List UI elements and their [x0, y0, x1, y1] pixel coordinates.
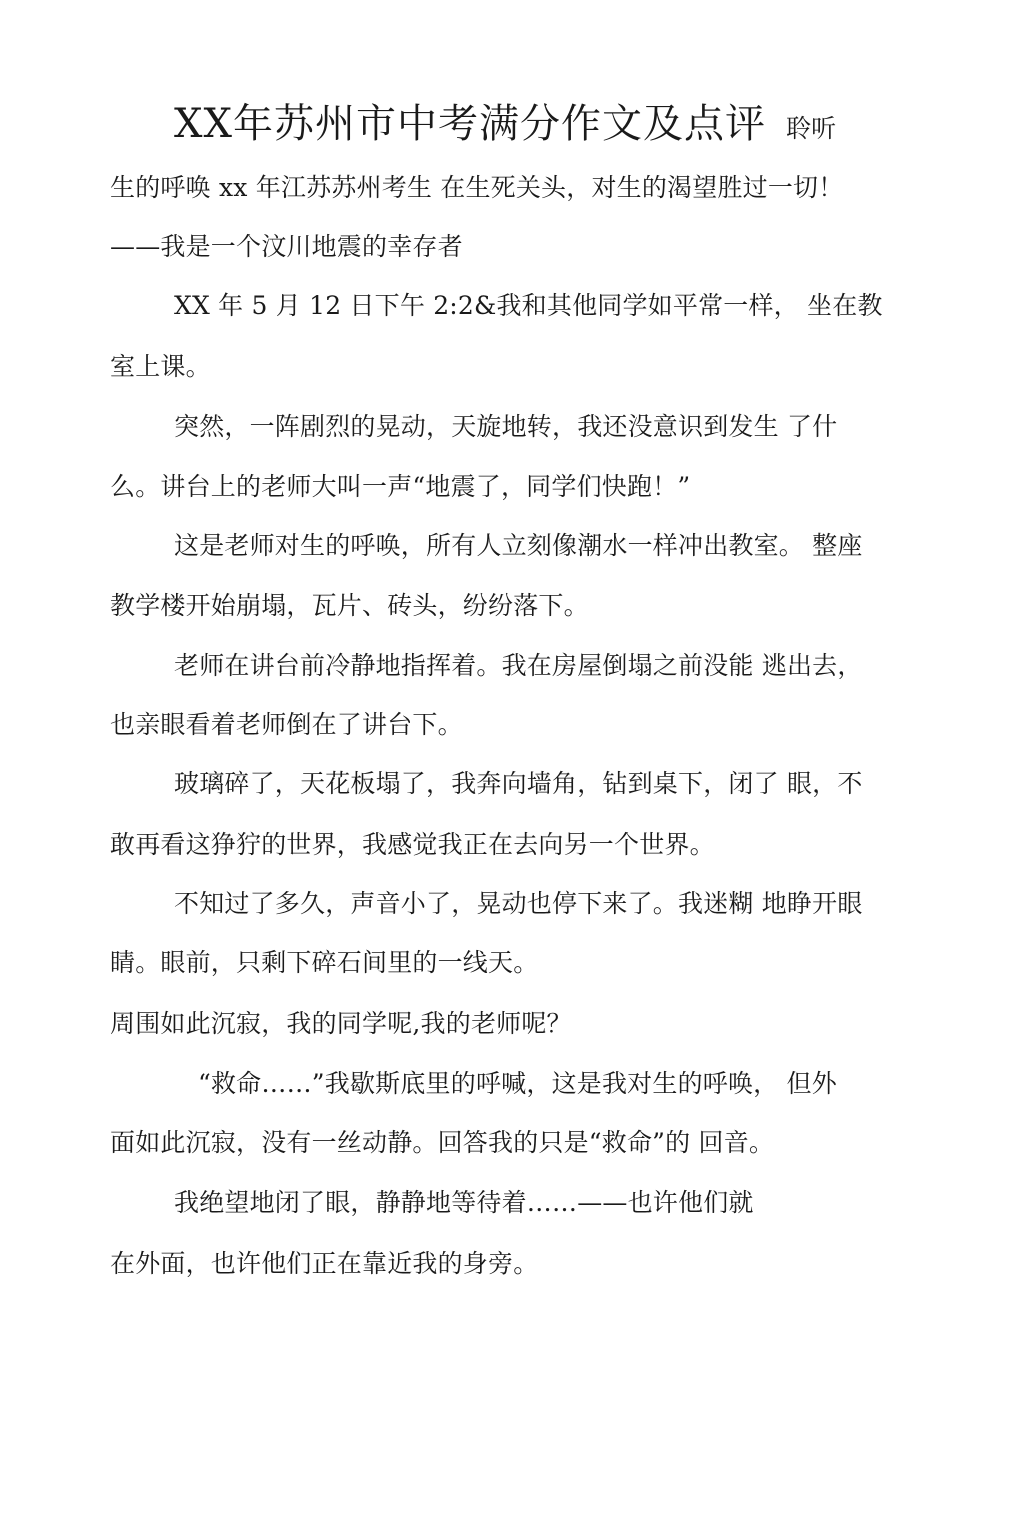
text-line: 教学楼开始崩塌，瓦片、砖头，纷纷落下。 [110, 591, 589, 620]
text-line: 室上课。 [110, 352, 211, 381]
text-line: 生的呼唤 xx 年江苏苏州考生 在生死关头，对生的渴望胜过一切！ [110, 173, 844, 202]
text-line: 我绝望地闭了眼，静静地等待着……——也许他们就 [174, 1188, 754, 1217]
text-line: 在外面，也许他们正在靠近我的身旁。 [110, 1249, 539, 1278]
text-line: 玻璃碎了，天花板塌了，我奔向墙角，钻到桌下，闭了 眼，不 [174, 769, 863, 798]
text-line: ——我是一个汶川地震的幸存者 [110, 232, 463, 261]
text-line: “救命……”我歇斯底里的呼喊，这是我对生的呼唤， 但外 [198, 1069, 837, 1098]
document-title: XX年苏州市中考满分作文及点评 [174, 101, 766, 147]
document-title-line [174, 100, 836, 148]
text-line: 敢再看这狰狞的世界，我感觉我正在去向另一个世界。 [110, 830, 715, 859]
text-line: 么。讲台上的老师大叫一声“地震了，同学们快跑！” [110, 472, 691, 501]
text-line: 老师在讲台前冷静地指挥着。我在房屋倒塌之前没能 逃出去， [174, 651, 863, 680]
text-line: 也亲眼看着老师倒在了讲台下。 [110, 710, 463, 739]
text-line: 周围如此沉寂，我的同学呢,我的老师呢？ [110, 1009, 572, 1038]
text-line: 面如此沉寂，没有一丝动静。回答我的只是“救命”的 回音。 [110, 1128, 775, 1157]
text-line: 突然，一阵剧烈的晃动，天旋地转，我还没意识到发生 了什 [174, 412, 838, 441]
title-tail-text: 聆听 [785, 114, 837, 143]
text-line: XX 年 5 月 12 日下午 2:2&我和其他同学如平常一样， 坐在教 [174, 291, 883, 320]
text-line: 这是老师对生的呼唤，所有人立刻像潮水一样冲出教室。 整座 [174, 531, 863, 560]
text-line: 睛。眼前，只剩下碎石间里的一线天。 [110, 948, 539, 977]
text-line: 不知过了多久，声音小了，晃动也停下来了。我迷糊 地睁开眼 [174, 889, 863, 918]
